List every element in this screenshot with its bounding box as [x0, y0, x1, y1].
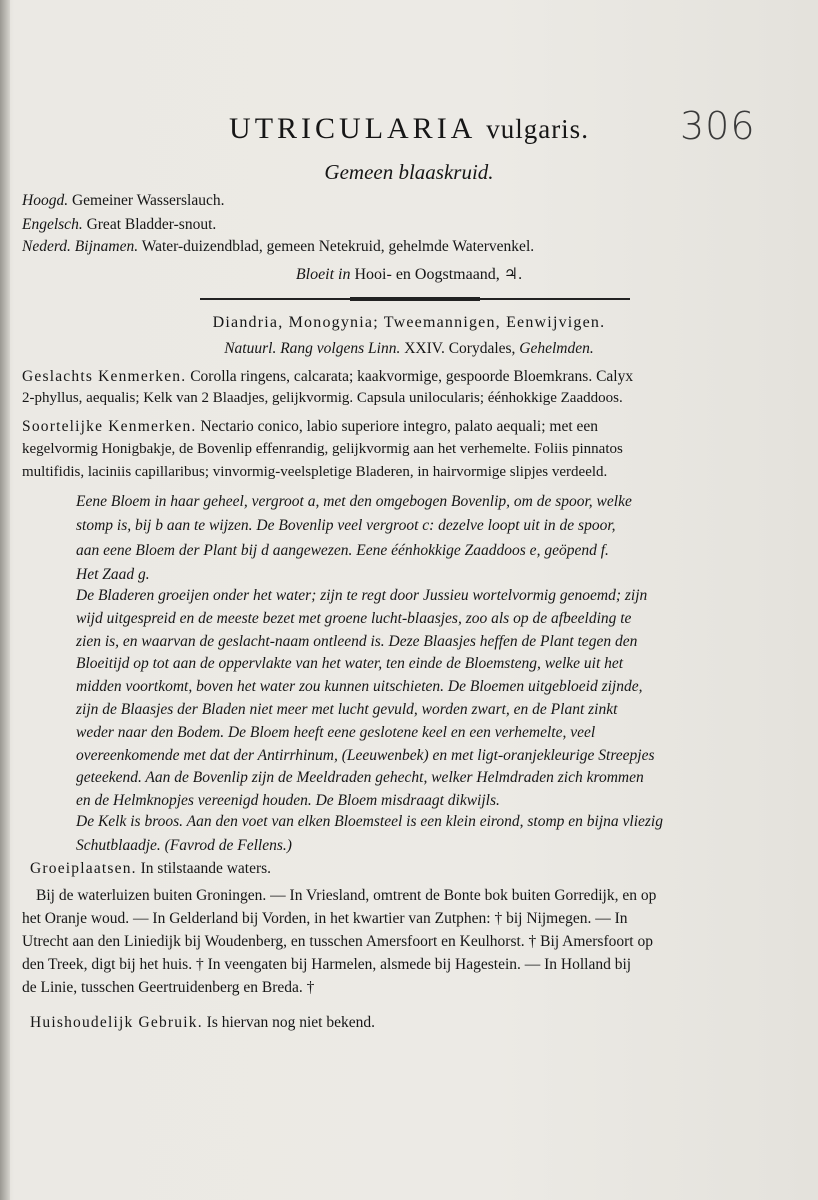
text-line: zien is, en waarvan de geslacht-naam ontleend is. Deze Blaasjes heffen de Plant tegen den	[76, 632, 638, 650]
text-line: het Oranje woud. — In Gelderland bij Vorden, in het kwartier van Zutphen: † bij Nijmegen. — In	[22, 910, 628, 927]
text-line: Schutblaadje. (Favrod de Fellens.)	[76, 837, 292, 855]
name-value: Water-duizendblad, gemeen Netekruid, gehelmde Watervenkel.	[141, 238, 535, 255]
genus-characters-line1	[22, 368, 633, 386]
species-characters-text: Nectario conico, labio superiore integro, palato aequali; met een	[200, 418, 599, 435]
leaves-description	[76, 585, 794, 813]
text-line: zijn de Blaasjes der Bladen niet meer met lucht gevuld, worden zwart, en de Plant zinkt	[76, 700, 618, 718]
text-line: de Linie, tusschen Geertruidenberg en Breda. †	[22, 979, 315, 996]
handwritten-page-number: 306	[680, 104, 756, 148]
divider-rule	[200, 298, 630, 300]
dutch-name: Gemeen blaaskruid.	[324, 160, 494, 184]
bloom-label: Bloeit in	[295, 266, 351, 283]
name-value: Great Bladder-snout.	[86, 216, 217, 233]
genus-name: UTRICULARIA	[229, 112, 475, 145]
text-line: Bloeitijd op tot aan de oppervlakte van het water, ten einde de Bloemsteng, welke uit het	[76, 655, 624, 673]
text-line: midden voortkomt, boven het water zou kunnen uitschieten. De Bloemen uitgebloeid zijnde,	[76, 678, 643, 696]
bloom-value: Hooi- en Oogstmaand, ♃.	[354, 266, 523, 283]
name-label: Hoogd.	[22, 192, 69, 209]
text-line: stomp is, bij b aan te wijzen. De Bovenlip veel vergroot c: dezelve loopt uit in de spoor,	[76, 517, 616, 535]
text-line: Eene Bloem in haar geheel, vergroot a, met den omgebogen Bovenlip, om de spoor, welke	[76, 493, 632, 510]
bloom-line	[0, 264, 818, 284]
figure-description	[76, 490, 794, 587]
name-english	[22, 216, 216, 234]
text-line: en de Helmknopjes vereenigd houden. De Bloem misdraagt dikwijls.	[76, 792, 500, 810]
genus-characters-label: Geslachts Kenmerken.	[22, 368, 187, 385]
natural-rank	[0, 340, 818, 358]
species-characters-label: Soortelijke Kenmerken.	[22, 418, 197, 435]
calyx-description	[76, 810, 794, 859]
species-characters-line3: multifidis, laciniis capillaribus; vinvormig-veelspletige Bladeren, in hairvormige slipjes verdeeld.	[22, 464, 608, 480]
page-title	[0, 112, 818, 146]
habitat-label: Groeiplaatsen.	[30, 860, 137, 877]
text-line: Utrecht aan den Liniedijk bij Woudenberg, en tusschen Amersfoort en Keulhorst. † Bij Amersfoort op	[22, 933, 653, 950]
natural-rank-dutch: Gehelmden.	[519, 340, 594, 357]
natural-rank-value: XXIV. Corydales,	[404, 340, 516, 357]
text-line: den Treek, digt bij het huis. † In veengaten bij Harmelen, alsmede bij Hagestein. — In Holland bij	[22, 956, 632, 973]
household-use-value: Is hiervan nog niet bekend.	[206, 1014, 375, 1031]
name-german	[22, 192, 225, 210]
text-line: wijd uitgespreid en de meeste bezet met groene lucht-blaasjes, zoo als op de afbeelding te	[76, 609, 632, 627]
name-value: Gemeiner Wasserslauch.	[71, 192, 225, 209]
text-line: overeenkomende met dat der Antirrhinum, (Leeuwenbek) en met ligt-oranjekleurige Streepjes	[76, 746, 655, 764]
text-line: Bij de waterluizen buiten Groningen. — In Vriesland, omtrent de Bonte bok buiten Gorredijk, en op	[36, 887, 657, 904]
text-line: geteekend. Aan de Bovenlip zijn de Meeldraden gehecht, welker Helmdraden zich krommen	[76, 769, 644, 787]
text-line: weder naar den Bodem. De Bloem heeft eene geslotene keel en een verhemelte, veel	[76, 723, 596, 741]
genus-characters-text: Corolla ringens, calcarata; kaakvormige, gespoorde Bloemkrans. Calyx	[190, 368, 634, 385]
text-line: Het Zaad g.	[76, 565, 150, 583]
habitat-line	[30, 860, 271, 878]
name-label: Nederd. Bijnamen.	[22, 238, 139, 255]
household-use-label: Huishoudelijk Gebruik.	[30, 1014, 203, 1031]
species-characters-line1	[22, 418, 598, 436]
name-dutch-alt	[22, 238, 534, 256]
household-use-line	[30, 1014, 375, 1032]
text-line: De Kelk is broos. Aan den voet van elken Bloemsteel is een klein eirond, stomp en bijna vliezig	[76, 813, 663, 830]
genus-characters-line2: 2-phyllus, aequalis; Kelk van 2 Blaadjes, gelijkvormig. Capsula unilocularis; éénhokkige Zaaddoos.	[22, 390, 623, 406]
natural-rank-label: Natuurl. Rang volgens Linn.	[224, 340, 401, 357]
text-line: aan eene Bloem der Plant bij d aangewezen. Eene éénhokkige Zaaddoos e, geöpend f.	[76, 541, 609, 559]
text-line: De Bladeren groeijen onder het water; zijn te regt door Jussieu wortelvormig genoemd; zijn	[76, 587, 648, 604]
linnaean-system: Diandria, Monogynia; Tweemannigen, Eenwijvigen.	[212, 314, 606, 331]
species-characters-line2: kegelvormig Honigbakje, de Bovenlip effenrandig, gelijkvormig aan het verhemelte. Foliis pinnatos	[22, 441, 623, 457]
name-label: Engelsch.	[22, 216, 83, 233]
locations	[22, 884, 802, 999]
species-name: vulgaris.	[486, 114, 589, 144]
habitat-value: In stilstaande waters.	[140, 860, 272, 877]
